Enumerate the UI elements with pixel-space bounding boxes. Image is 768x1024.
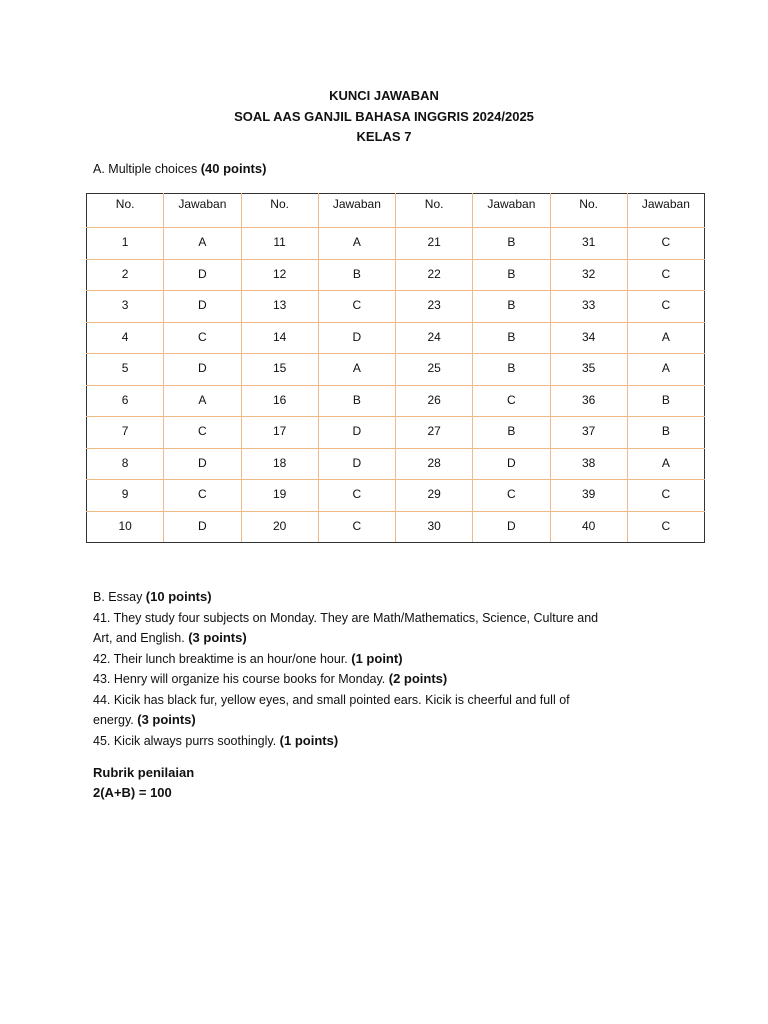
question-number-cell: 4 <box>87 322 164 354</box>
question-number-cell: 9 <box>87 480 164 512</box>
essay-answer-points: (3 points) <box>188 630 247 645</box>
section-a-label: A. Multiple choices <box>93 162 201 176</box>
section-a-heading <box>93 161 266 176</box>
question-number-cell: 23 <box>396 291 473 323</box>
question-number-cell: 29 <box>396 480 473 512</box>
question-number-cell: 34 <box>550 322 627 354</box>
answer-cell: D <box>164 354 241 386</box>
answer-cell: D <box>473 448 550 480</box>
answer-cell: C <box>627 511 704 543</box>
table-body <box>87 228 705 543</box>
essay-answer-line <box>93 710 693 731</box>
question-number-cell: 30 <box>396 511 473 543</box>
question-number-cell: 7 <box>87 417 164 449</box>
answer-cell: C <box>164 322 241 354</box>
question-number-cell: 40 <box>550 511 627 543</box>
answer-key-table <box>86 193 705 543</box>
essay-answer-points: (1 point) <box>351 650 403 666</box>
essay-answer-text: 42. Their lunch breaktime is an hour/one hour. <box>93 651 352 666</box>
question-number-cell: 25 <box>396 354 473 386</box>
answer-cell: B <box>473 291 550 323</box>
answer-cell: C <box>164 417 241 449</box>
essay-answer-item <box>93 690 693 731</box>
answer-cell: C <box>627 259 704 291</box>
question-number-cell: 12 <box>241 259 318 291</box>
answer-cell: A <box>627 448 704 480</box>
answer-cell: D <box>473 511 550 543</box>
answer-cell: B <box>318 259 395 291</box>
rubric-title: Rubrik penilaian <box>93 765 195 780</box>
answer-cell: C <box>164 480 241 512</box>
column-header-answer: Jawaban <box>627 194 704 228</box>
table-row <box>87 511 705 543</box>
answer-cell: C <box>627 480 704 512</box>
question-number-cell: 28 <box>396 448 473 480</box>
answer-cell: B <box>473 417 550 449</box>
essay-answer-line <box>93 669 693 690</box>
question-number-cell: 14 <box>241 322 318 354</box>
column-header-answer: Jawaban <box>473 194 550 228</box>
table-row <box>87 354 705 386</box>
column-header-number: No. <box>241 194 318 228</box>
question-number-cell: 35 <box>550 354 627 386</box>
question-number-cell: 37 <box>550 417 627 449</box>
question-number-cell: 22 <box>396 259 473 291</box>
question-number-cell: 11 <box>241 228 318 260</box>
table-row <box>87 259 705 291</box>
answer-cell: B <box>473 354 550 386</box>
answer-cell: D <box>318 322 395 354</box>
question-number-cell: 15 <box>241 354 318 386</box>
question-number-cell: 39 <box>550 480 627 512</box>
answer-cell: B <box>473 259 550 291</box>
question-number-cell: 24 <box>396 322 473 354</box>
essay-answer-line <box>93 690 693 711</box>
question-number-cell: 31 <box>550 228 627 260</box>
essay-answer-text: energy. <box>93 713 138 727</box>
essay-answer-points: (3 points) <box>137 712 196 727</box>
title-line-class: KELAS 7 <box>356 129 412 144</box>
essay-answer-item <box>93 669 693 690</box>
answer-cell: A <box>627 322 704 354</box>
table-header-row <box>87 194 705 228</box>
table-row <box>87 322 705 354</box>
question-number-cell: 17 <box>241 417 318 449</box>
title-line-exam-name: SOAL AAS GANJIL BAHASA INGGRIS 2024/2025 <box>234 108 534 124</box>
question-number-cell: 16 <box>241 385 318 417</box>
essay-answer-line <box>93 608 693 629</box>
answer-cell: D <box>318 448 395 480</box>
essay-answer-item <box>93 649 693 670</box>
table-row <box>87 385 705 417</box>
document-title <box>0 86 768 148</box>
answer-cell: C <box>473 385 550 417</box>
essay-answer-text: 45. Kicik always purrs soothingly. <box>93 733 280 748</box>
column-header-number: No. <box>550 194 627 228</box>
column-header-number: No. <box>396 194 473 228</box>
answer-cell: A <box>318 354 395 386</box>
answer-cell: B <box>627 385 704 417</box>
section-b <box>93 587 693 751</box>
question-number-cell: 2 <box>87 259 164 291</box>
rubric-block <box>93 763 194 803</box>
column-header-answer: Jawaban <box>164 194 241 228</box>
question-number-cell: 8 <box>87 448 164 480</box>
question-number-cell: 36 <box>550 385 627 417</box>
answer-cell: D <box>164 448 241 480</box>
essay-answer-line <box>93 628 693 649</box>
answer-cell: A <box>318 228 395 260</box>
section-b-label: B. Essay <box>93 590 146 604</box>
answer-cell: D <box>164 259 241 291</box>
table-row <box>87 480 705 512</box>
answer-cell: A <box>627 354 704 386</box>
section-a-points: (40 points) <box>200 161 267 176</box>
essay-answer-text: 41. They study four subjects on Monday. They are Math/Mathematics, Science, Culture and <box>93 610 599 625</box>
question-number-cell: 1 <box>87 228 164 260</box>
essay-answer-line <box>93 649 693 670</box>
answer-cell: C <box>627 291 704 323</box>
question-number-cell: 3 <box>87 291 164 323</box>
essay-answer-text: Art, and English. <box>93 631 189 645</box>
answer-cell: B <box>473 322 550 354</box>
rubric-formula: 2(A+B) = 100 <box>93 785 172 800</box>
question-number-cell: 26 <box>396 385 473 417</box>
question-number-cell: 21 <box>396 228 473 260</box>
answer-cell: B <box>627 417 704 449</box>
answer-cell: C <box>318 291 395 323</box>
question-number-cell: 10 <box>87 511 164 543</box>
answer-cell: D <box>164 511 241 543</box>
answer-cell: D <box>318 417 395 449</box>
question-number-cell: 13 <box>241 291 318 323</box>
answer-cell: A <box>164 385 241 417</box>
column-header-number: No. <box>87 194 164 228</box>
answer-cell: C <box>318 480 395 512</box>
essay-answer-item <box>93 731 693 752</box>
question-number-cell: 27 <box>396 417 473 449</box>
question-number-cell: 5 <box>87 354 164 386</box>
essay-answer-text: 44. Kicik has black fur, yellow eyes, and small pointed ears. Kicik is cheerful and full of <box>93 692 570 707</box>
essay-answer-text: 43. Henry will organize his course books for Monday. <box>93 672 389 686</box>
table-row <box>87 448 705 480</box>
essay-answer-list <box>93 608 693 752</box>
answer-cell: C <box>318 511 395 543</box>
answer-cell: B <box>318 385 395 417</box>
table-row <box>87 228 705 260</box>
question-number-cell: 19 <box>241 480 318 512</box>
question-number-cell: 6 <box>87 385 164 417</box>
section-b-points: (10 points) <box>145 589 212 604</box>
question-number-cell: 18 <box>241 448 318 480</box>
title-line-answer-key: KUNCI JAWABAN <box>329 88 439 103</box>
question-number-cell: 20 <box>241 511 318 543</box>
table-row <box>87 291 705 323</box>
essay-answer-points: (1 points) <box>279 732 339 748</box>
essay-answer-item <box>93 608 693 649</box>
question-number-cell: 32 <box>550 259 627 291</box>
answer-cell: C <box>627 228 704 260</box>
answer-cell: B <box>473 228 550 260</box>
table-row <box>87 417 705 449</box>
section-b-heading <box>93 587 693 608</box>
question-number-cell: 38 <box>550 448 627 480</box>
question-number-cell: 33 <box>550 291 627 323</box>
answer-cell: D <box>164 291 241 323</box>
answer-cell: A <box>164 228 241 260</box>
essay-answer-line <box>93 731 693 752</box>
answer-cell: C <box>473 480 550 512</box>
essay-answer-points: (2 points) <box>388 671 448 686</box>
column-header-answer: Jawaban <box>318 194 395 228</box>
